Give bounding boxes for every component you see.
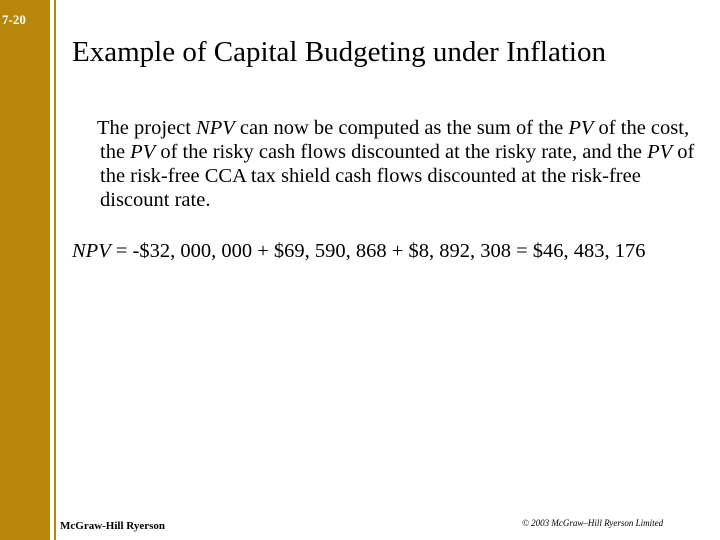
npv-formula-expression: = -$32, 000, 000 + $69, 590, 868 + $8, 892, 308 = $46, 483, 176 — [110, 240, 646, 262]
body-emphasis-pv: PV — [130, 141, 156, 163]
body-text-segment: of the risky cash flows discounted at the risky rate, and the — [155, 141, 648, 163]
body-emphasis-pv: PV — [647, 141, 673, 163]
body-emphasis-pv: PV — [568, 117, 594, 139]
body-text-segment: of the cost, the — [100, 117, 690, 163]
npv-formula-label: NPV — [72, 240, 111, 262]
body-text-segment: can now be computed as the sum of the — [234, 117, 569, 139]
sidebar-divider-line — [54, 0, 56, 540]
body-text-segment: The project — [97, 117, 197, 139]
footer-publisher: McGraw-Hill Ryerson — [60, 520, 166, 532]
npv-formula — [72, 240, 646, 263]
body-text-segment: of the risk-free CCA tax shield cash flows discounted at the risk-free discount rate. — [100, 141, 695, 211]
body-emphasis-npv: NPV — [196, 117, 235, 139]
body-paragraph — [80, 116, 700, 212]
slide-number: 7-20 — [2, 12, 26, 27]
sidebar-bar — [0, 0, 50, 540]
slide-title: Example of Capital Budgeting under Inflation — [72, 36, 606, 68]
footer-copyright: © 2003 McGraw–Hill Ryerson Limited — [522, 518, 664, 528]
